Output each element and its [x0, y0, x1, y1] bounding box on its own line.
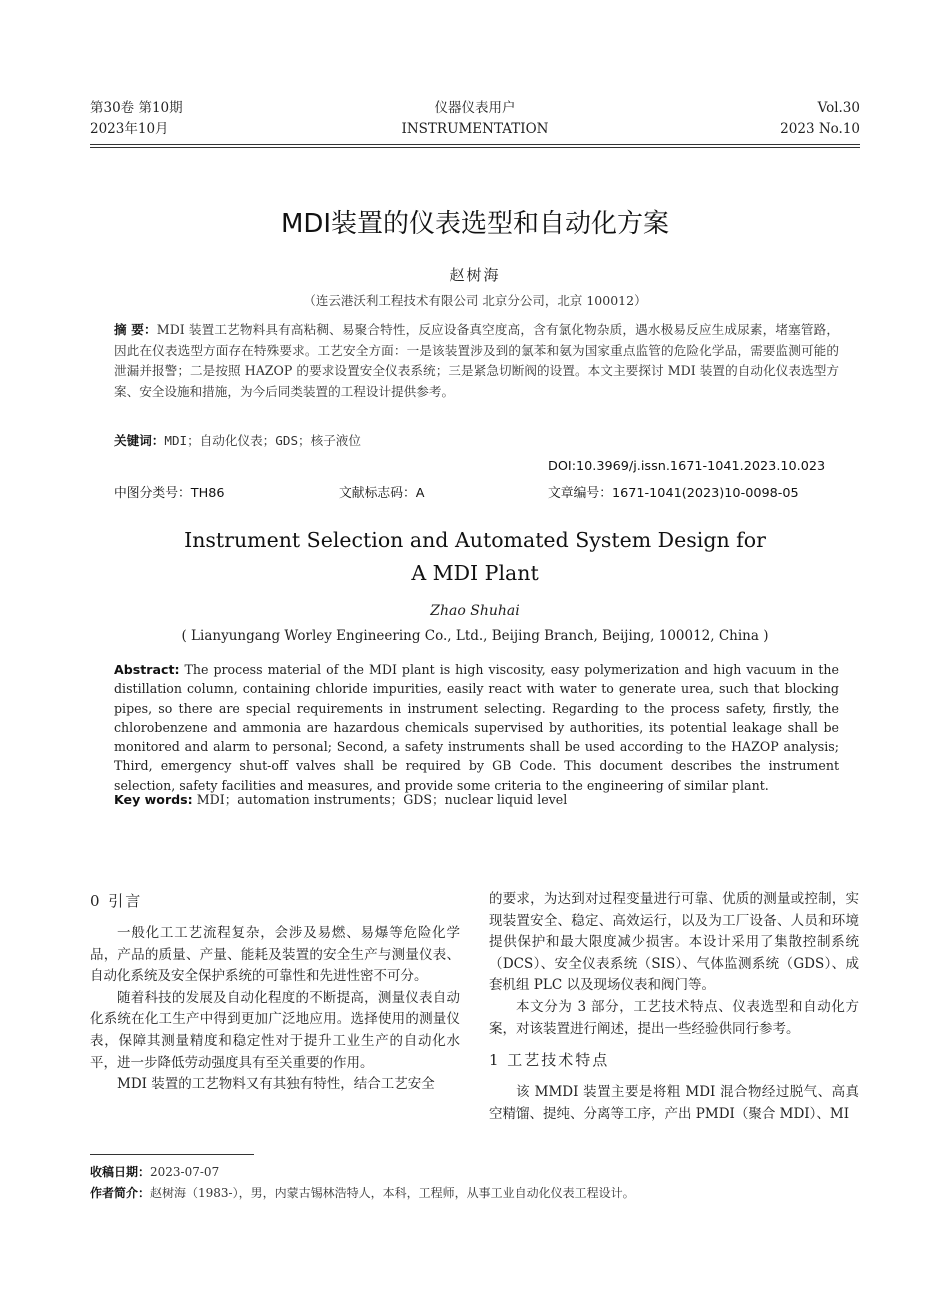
affiliation-cn: （连云港沃利工程技术有限公司 北京分公司，北京 100012）	[303, 293, 647, 308]
keywords-cn	[114, 430, 361, 449]
affiliation-en: ( Lianyungang Worley Engineering Co., Ltd., Beijing Branch, Beijing, 100012, China )	[181, 628, 769, 644]
keywords-en	[114, 789, 567, 808]
header-volume-issue: 第30卷 第10期 2023年10月	[90, 100, 183, 137]
header-journal-name: 仪器仪表用户 INSTRUMENTATION	[401, 100, 549, 137]
body-paragraph: 随着科技的发展及自动化程度的不断提高，测量仪表自动化系统在化工生产中得到更加广泛地应用。选择使用的测量仪表，保障其测量精度和稳定性对于提升工业生产的自动化水平，进一步降低劳动强度具有至关重要的作用。	[90, 989, 460, 1071]
body-paragraph: MDI 装置的工艺物料又有其独有特性，结合工艺安全	[117, 1076, 435, 1093]
abstract-cn	[114, 320, 839, 402]
article-title-cn: MDI装置的仪表选型和自动化方案	[280, 209, 670, 239]
article-number: 文章编号：1671-1041(2023)10-0098-05	[548, 486, 799, 501]
section-heading-process: 1 工艺技术特点	[489, 1051, 610, 1070]
clc-number: 中图分类号：TH86	[114, 486, 225, 501]
keywords-cn-text: MDI；自动化仪表；GDS；核子液位	[164, 433, 361, 448]
body-column-right	[489, 889, 859, 1125]
footnote-rule	[90, 1154, 254, 1155]
abstract-cn-label: 摘 要：	[114, 322, 157, 337]
footnote-received-date: 收稿日期：2023-07-07	[90, 1165, 220, 1179]
body-paragraph: 一般化工工艺流程复杂，会涉及易燃、易爆等危险化学品，产品的质量、产量、能耗及装置的安全生产与测量仪表、自动化系统及安全保护系统的可靠性和先进性密不可分。	[90, 925, 460, 985]
abstract-cn-text: MDI 装置工艺物料具有高粘稠、易聚合特性，反应设备真空度高，含有氯化物杂质，遇水极易反应生成尿素，堵塞管路，因此在仪表选型方面存在特殊要求。工艺安全方面：一是该装置涉及到的氯苯和氨为国家重点监管的危险化学品，需要监测可能的泄漏并报警；二是按照 HAZOP 的要求设置安全仪表系统；三是紧急切断阀的设置。本文主要探讨 MDI 装置的自动化仪表选型方案、安全设施和措施，为今后同类装置的工程设计提供参考。	[114, 322, 839, 399]
body-column-left	[90, 889, 460, 1096]
body-paragraph-continued: 的要求，为达到对过程变量进行可靠、优质的测量或控制，实现装置安全、稳定、高效运行，以及为工厂设备、人员和环境提供保护和最大限度减少损害。本设计采用了集散控制系统（DCS）、安全仪表系统（SIS）、气体监测系统（GDS）、成套机组 PLC 以及现场仪表和阀门等。	[489, 891, 859, 994]
body-paragraph: 本文分为 3 部分，工艺技术特点、仪表选型和自动化方案，对该装置进行阐述，提出一些经验供同行参考。	[489, 998, 859, 1037]
abstract-en-label: Abstract:	[114, 662, 180, 677]
document-code: 文献标志码：A	[339, 486, 425, 501]
section-heading-introduction: 0 引言	[90, 892, 143, 910]
footnote-author-bio: 作者简介：赵树海（1983-），男，内蒙古锡林浩特人，本科，工程师，从事工业自动化仪表工程设计。	[90, 1186, 635, 1200]
header-rule	[90, 147, 860, 148]
abstract-en	[114, 660, 839, 795]
keywords-en-label: Key words:	[114, 792, 193, 807]
author-name-cn: 赵树海	[449, 266, 501, 284]
doi: DOI:10.3969/j.issn.1671-1041.2023.10.023	[548, 459, 826, 474]
body-paragraph: 该 MMDI 装置主要是将粗 MDI 混合物经过脱气、高真空精馏、提纯、分离等工序，产出 PMDI（聚合 MDI）、MI	[489, 1084, 859, 1122]
abstract-en-text: The process material of the MDI plant is high viscosity, easy polymerization and high vacuum in the distillation column, containing chloride impurities, easily react with water to generate urea, such that blocking pipes, so there are special requirements in instrument selecting. Regarding to the process safety, firstly, the chlorobenzene and ammonia are hazardous chemicals supervised by authorities, its potential leakage shall be monitored and alarm to personal; Second, a safety instruments shall be used according to the HAZOP analysis; Third, emergency shut-off valves shall be required by GB Code. This document describes the instrument selection, safety facilities and measures, and provide some criteria to the engineering of similar plant.	[114, 662, 839, 793]
header-vol-english: Vol.30 2023 No.10	[780, 100, 860, 137]
article-title-en: Instrument Selection and Automated System Design for A MDI Plant	[184, 528, 766, 585]
keywords-cn-label: 关键词：	[114, 433, 165, 448]
keywords-en-text: MDI；automation instruments；GDS；nuclear liquid level	[196, 792, 568, 807]
author-name-en: Zhao Shuhai	[430, 603, 520, 619]
running-header	[90, 98, 860, 145]
